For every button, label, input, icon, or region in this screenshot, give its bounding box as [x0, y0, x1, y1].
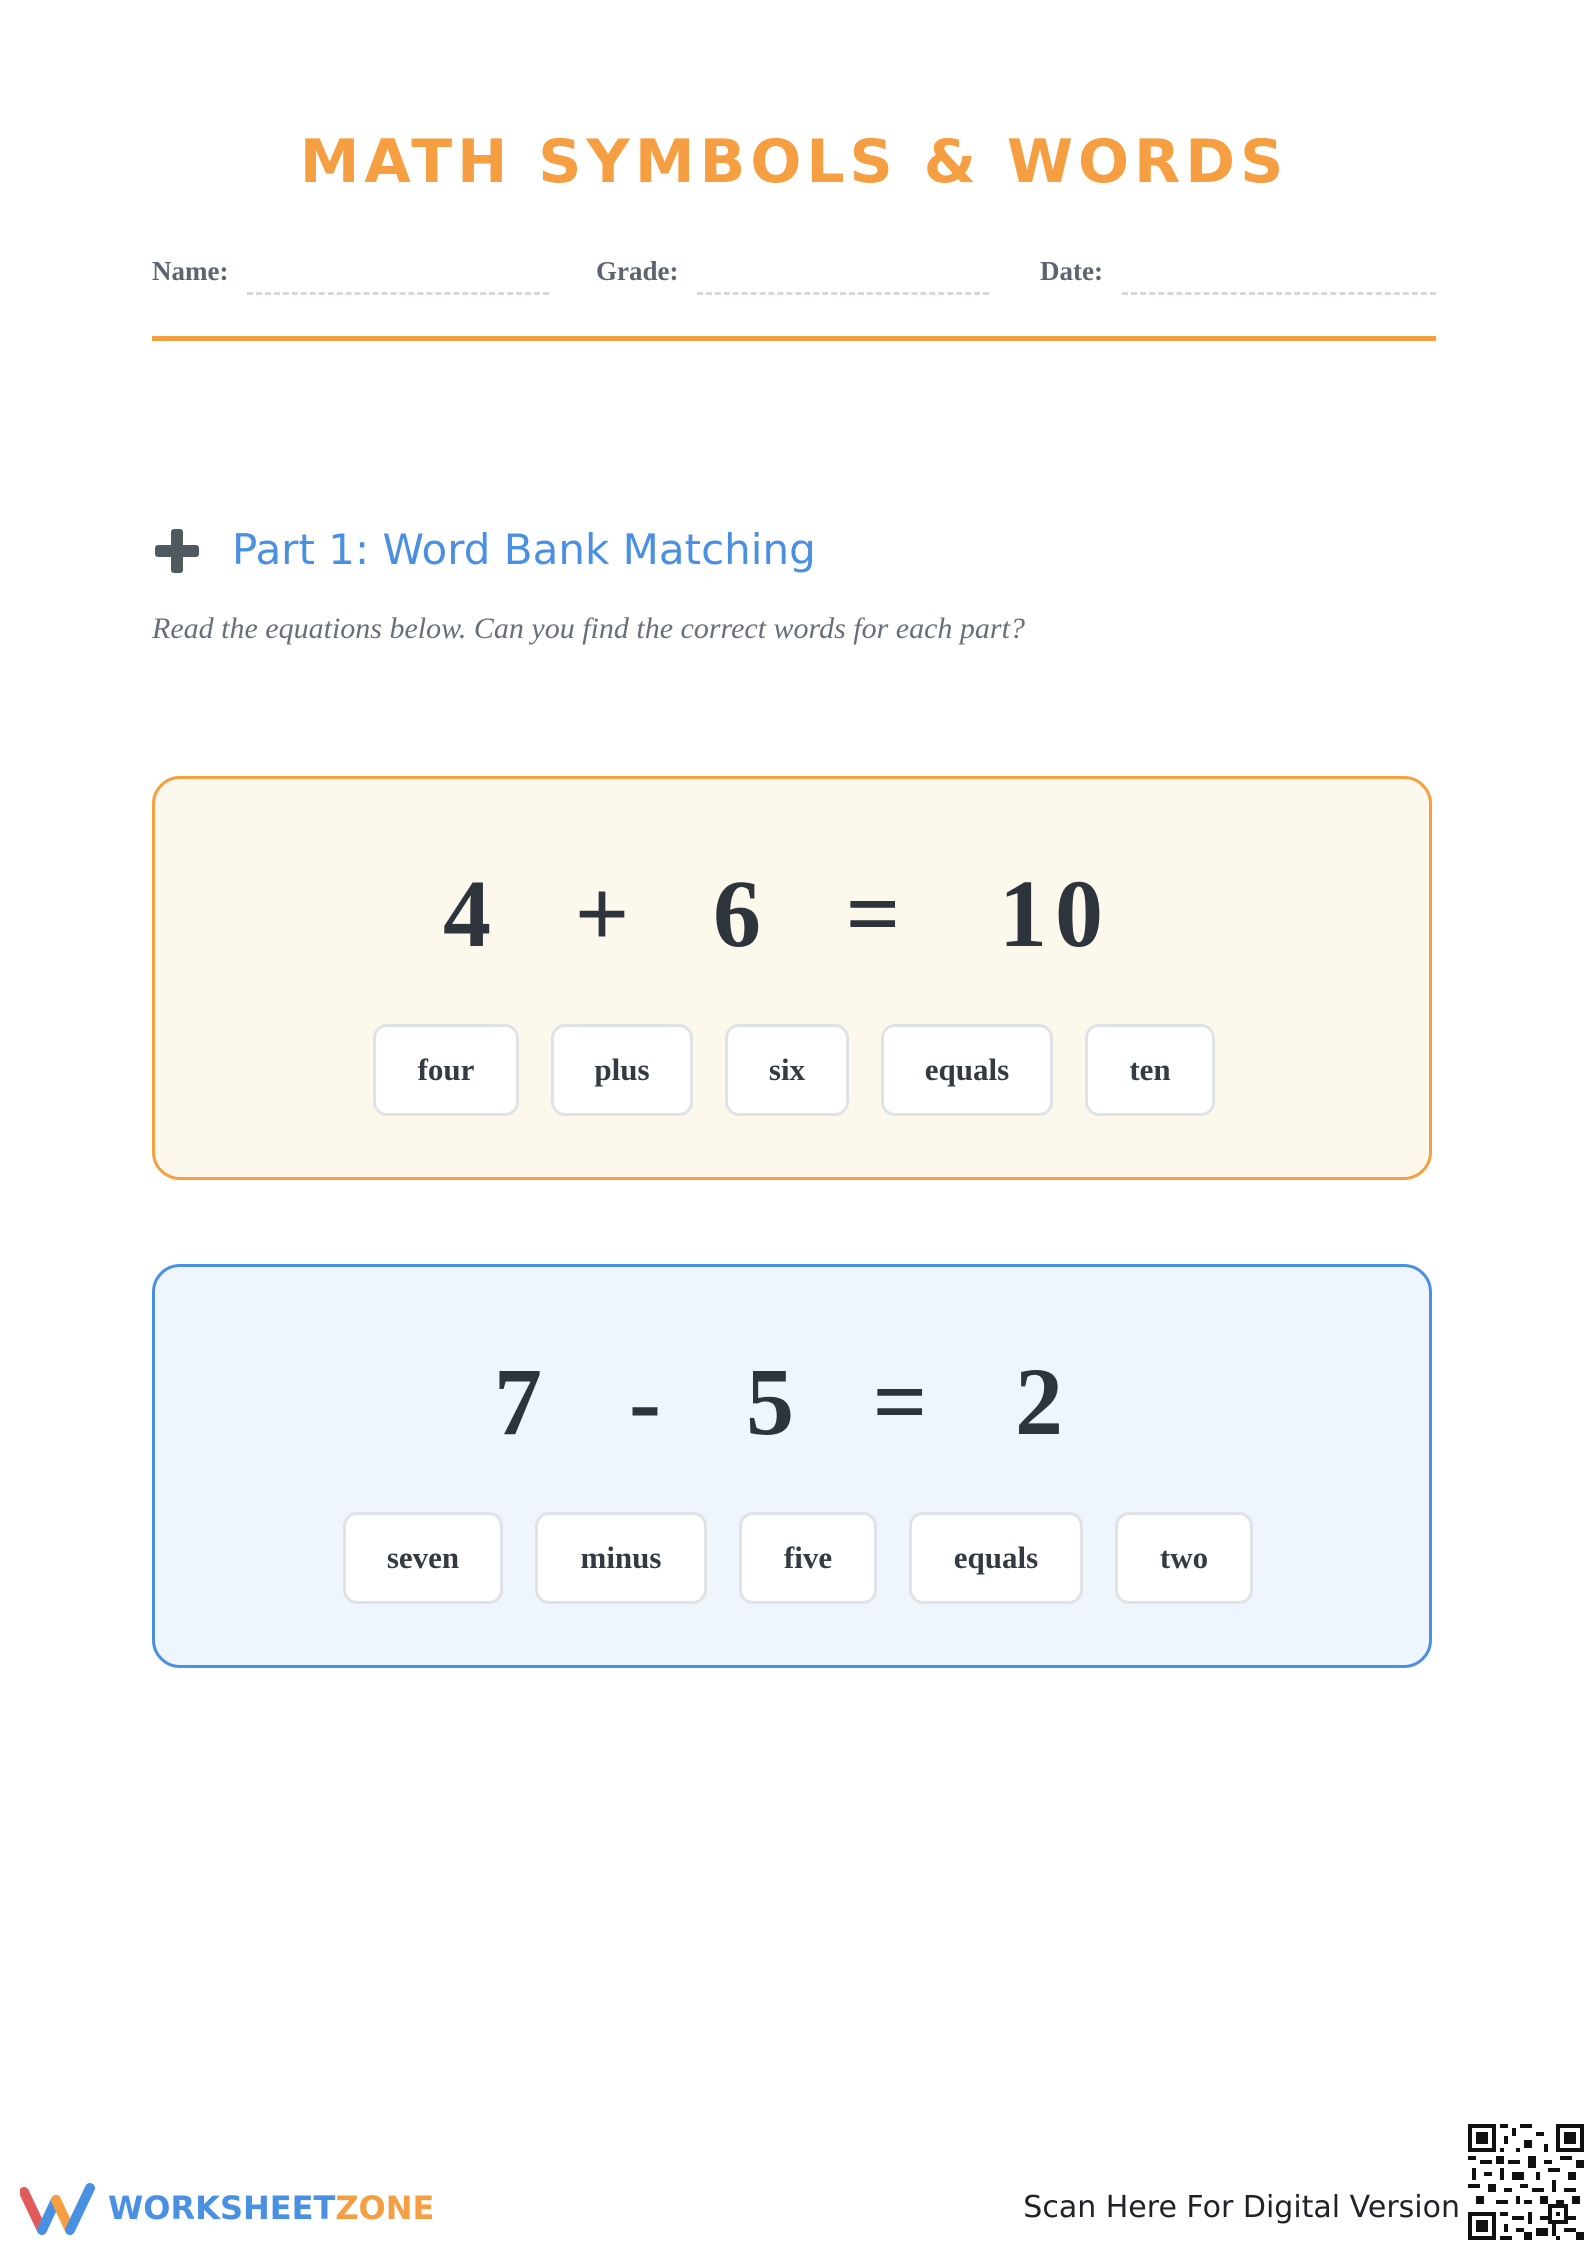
- equation-1-term-1: 4: [443, 860, 499, 967]
- equation-2-result: 2: [1015, 1348, 1071, 1455]
- word-tile[interactable]: minus: [535, 1512, 707, 1604]
- page-title: MATH SYMBOLS & WORDS: [299, 127, 1289, 197]
- word-tile[interactable]: equals: [909, 1512, 1083, 1604]
- equation-1-term-2: 6: [713, 860, 769, 967]
- word-tile[interactable]: equals: [881, 1024, 1053, 1116]
- word-tile[interactable]: two: [1115, 1512, 1253, 1604]
- equation-1-equals: =: [845, 860, 909, 967]
- scan-prompt: Scan Here For Digital Version: [1023, 2190, 1460, 2225]
- grade-blank[interactable]: [697, 292, 989, 295]
- logo-wordmark: [108, 2188, 434, 2228]
- equation-2-term-1: 7: [494, 1348, 550, 1455]
- equation-card-1: [152, 776, 1432, 1180]
- grade-field: [596, 252, 996, 302]
- student-info-row: [152, 252, 1436, 302]
- equation-card-2: [152, 1264, 1432, 1668]
- date-label: Date:: [1040, 256, 1103, 286]
- equation-2: [155, 1347, 1429, 1457]
- date-blank[interactable]: [1122, 292, 1436, 295]
- word-tile[interactable]: plus: [551, 1024, 693, 1116]
- name-blank[interactable]: [247, 292, 549, 295]
- logo-text-zone: ZONE: [335, 2189, 435, 2227]
- word-tile[interactable]: seven: [343, 1512, 503, 1604]
- name-label: Name:: [152, 256, 229, 286]
- equation-1-result: 10: [999, 860, 1111, 967]
- logo-text-worksheet: WORKSHEET: [108, 2189, 336, 2227]
- word-tile[interactable]: six: [725, 1024, 849, 1116]
- plus-icon: [152, 526, 202, 576]
- name-field: [152, 252, 552, 302]
- grade-label: Grade:: [596, 256, 679, 286]
- header-divider: [152, 336, 1436, 341]
- equation-1-operator: +: [574, 860, 638, 967]
- word-tile[interactable]: five: [739, 1512, 877, 1604]
- word-tile[interactable]: ten: [1085, 1024, 1215, 1116]
- instructions: Read the equations below. Can you find the correct words for each part?: [152, 612, 1025, 645]
- worksheetzone-logo-icon: [20, 2180, 96, 2236]
- qr-code-icon[interactable]: [1468, 2124, 1584, 2240]
- equation-1: [155, 859, 1429, 969]
- word-tile[interactable]: four: [373, 1024, 519, 1116]
- equation-2-equals: =: [872, 1348, 936, 1455]
- date-field: [1040, 252, 1436, 302]
- equation-2-operator: -: [629, 1348, 669, 1455]
- section-title: Part 1: Word Bank Matching: [232, 525, 816, 574]
- equation-2-term-2: 5: [746, 1348, 802, 1455]
